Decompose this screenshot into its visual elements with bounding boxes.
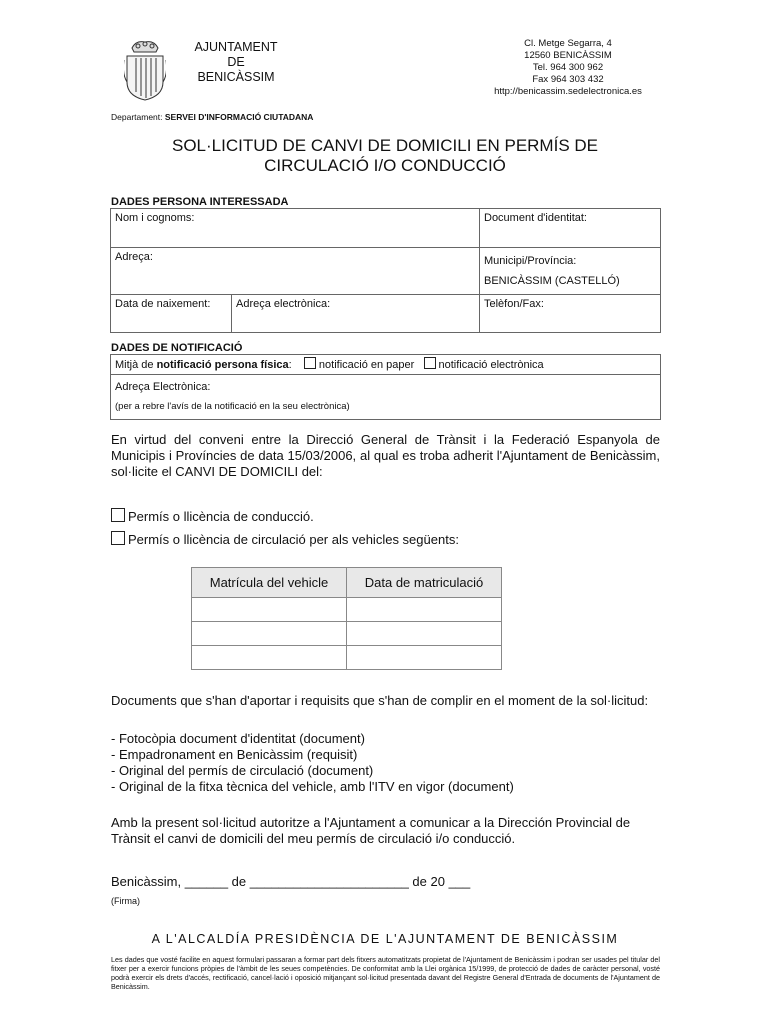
address-phone: Tel. 964 300 962 (532, 62, 604, 73)
plate-cell[interactable] (192, 622, 347, 646)
address-street: Cl. Metge Segarra, 4 (524, 38, 612, 49)
document-item-id: - Fotocòpia document d'identitat (document) (111, 731, 365, 746)
email-field[interactable]: Adreça electrònica: (232, 295, 480, 333)
paper-notification-label: notificació en paper (318, 359, 415, 371)
electronic-notification-label: notificació electrònica (438, 359, 544, 371)
paper-notification-checkbox[interactable] (304, 357, 316, 369)
signature-label: (Firma) (111, 896, 140, 906)
notification-heading: DADES DE NOTIFICACIÓ (111, 342, 243, 354)
driving-license-option: Permís o llicència de conducció. (111, 508, 314, 525)
intro-paragraph: En virtud del conveni entre la Direcció General de Trànsit i la Federació Espanyola de Municipis i Províncies de data 15/03/2006, al qual es troba adherit l'Ajuntament de Benicàssim, sol·licite el CANVI DE DOMICILI del: (111, 432, 660, 479)
electronic-notification-checkbox[interactable] (424, 357, 436, 369)
address-website: http://benicassim.sedelectronica.es (494, 86, 642, 97)
address-fax: Fax 964 303 432 (532, 74, 604, 85)
page-title: SOL·LICITUD DE CANVI DE DOMICILI EN PERMÍS DE CIRCULACIÓ I/O CONDUCCIÓ (171, 136, 598, 175)
vehicles-table (191, 567, 502, 670)
organization-name: AJUNTAMENT DE BENICÀSSIM (194, 40, 278, 84)
notification-email-field[interactable]: Adreça Electrònica: (per a rebre l'avís de la notificació en la seu electrònica) (111, 375, 661, 420)
address-field[interactable]: Adreça: (111, 248, 480, 295)
driving-license-checkbox[interactable] (111, 508, 125, 522)
registration-date-cell[interactable] (347, 598, 502, 622)
municipality-value: BENICÀSSIM (CASTELLÓ) (484, 275, 620, 287)
municipality-field[interactable]: Municipi/Província: BENICÀSSIM (CASTELLÓ) (480, 248, 661, 295)
documents-list (111, 731, 514, 795)
department-line: Departament: SERVEI D'INFORMACIÓ CIUTADANA (111, 112, 314, 122)
documents-intro: Documents que s'han d'aportar i requisits que s'han de complir en el moment de la sol·licitud: (111, 693, 649, 708)
registration-date-column-header: Data de matriculació (347, 568, 502, 598)
address-postcode: 12560 BENICÀSSIM (524, 50, 612, 61)
addressee-title: A L'ALCALDÍA PRESIDÈNCIA DE L'AJUNTAMENT DE BENICÀSSIM (151, 932, 619, 946)
registration-date-cell[interactable] (347, 646, 502, 670)
authorization-paragraph: Amb la present sol·licitud autoritze a l'Ajuntament a comunicar a la Dirección Provincial de Trànsit el canvi de domicili del meu permís de circulació i/o conducció. (111, 815, 631, 846)
document-item-technical-sheet: - Original de la fitxa tècnica del vehicle, amb l'ITV en vigor (document) (111, 779, 514, 794)
plate-cell[interactable] (192, 646, 347, 670)
coat-of-arms-logo (124, 38, 166, 102)
id-document-field[interactable]: Document d'identitat: (480, 209, 661, 248)
registration-date-cell[interactable] (347, 622, 502, 646)
legal-notice: Les dades que vosté facilite en aquest formulari passaran a formar part dels fitxers automatitzats propietat de l'Ajuntament de Benicàssim i podran ser usades pel titular del fitxer per a exercir funcions pròpies de l'àmbit de les seues competències. De conformitat amb la Llei orgànica 15/1999, de protecció de dades de caràcter personal, vosté podrà exercir els drets d'accés, rectificació, cancel·lació i oposició mitjançant sol·licitud presentada davant del Registre General d'Entrada de documents de l'Ajuntament de Benicàssim. (111, 955, 660, 991)
phone-field[interactable]: Telèfon/Fax: (480, 295, 661, 333)
notification-email-note: (per a rebre l'avís de la notificació en la seu electrònica) (115, 401, 350, 412)
personal-data-heading: DADES PERSONA INTERESSADA (111, 196, 289, 208)
birth-date-field[interactable]: Data de naixement: (111, 295, 232, 333)
circulation-permit-checkbox[interactable] (111, 531, 125, 545)
circulation-permit-option: Permís o llicència de circulació per als vehicles següents: (111, 531, 459, 548)
personal-data-table (110, 208, 661, 333)
document-item-census: - Empadronament en Benicàssim (requisit) (111, 747, 358, 762)
name-field[interactable]: Nom i cognoms: (111, 209, 480, 248)
plate-column-header: Matrícula del vehicle (192, 568, 347, 598)
notification-table (110, 354, 661, 420)
place-date-line[interactable]: Benicàssim, ______ de ______________________ de 20 ___ (111, 874, 471, 889)
plate-cell[interactable] (192, 598, 347, 622)
notification-method-row: Mitjà de notificació persona física: notificació en paper notificació electrònica (111, 355, 661, 375)
document-item-permit: - Original del permís de circulació (document) (111, 763, 374, 778)
organization-address (470, 38, 666, 98)
